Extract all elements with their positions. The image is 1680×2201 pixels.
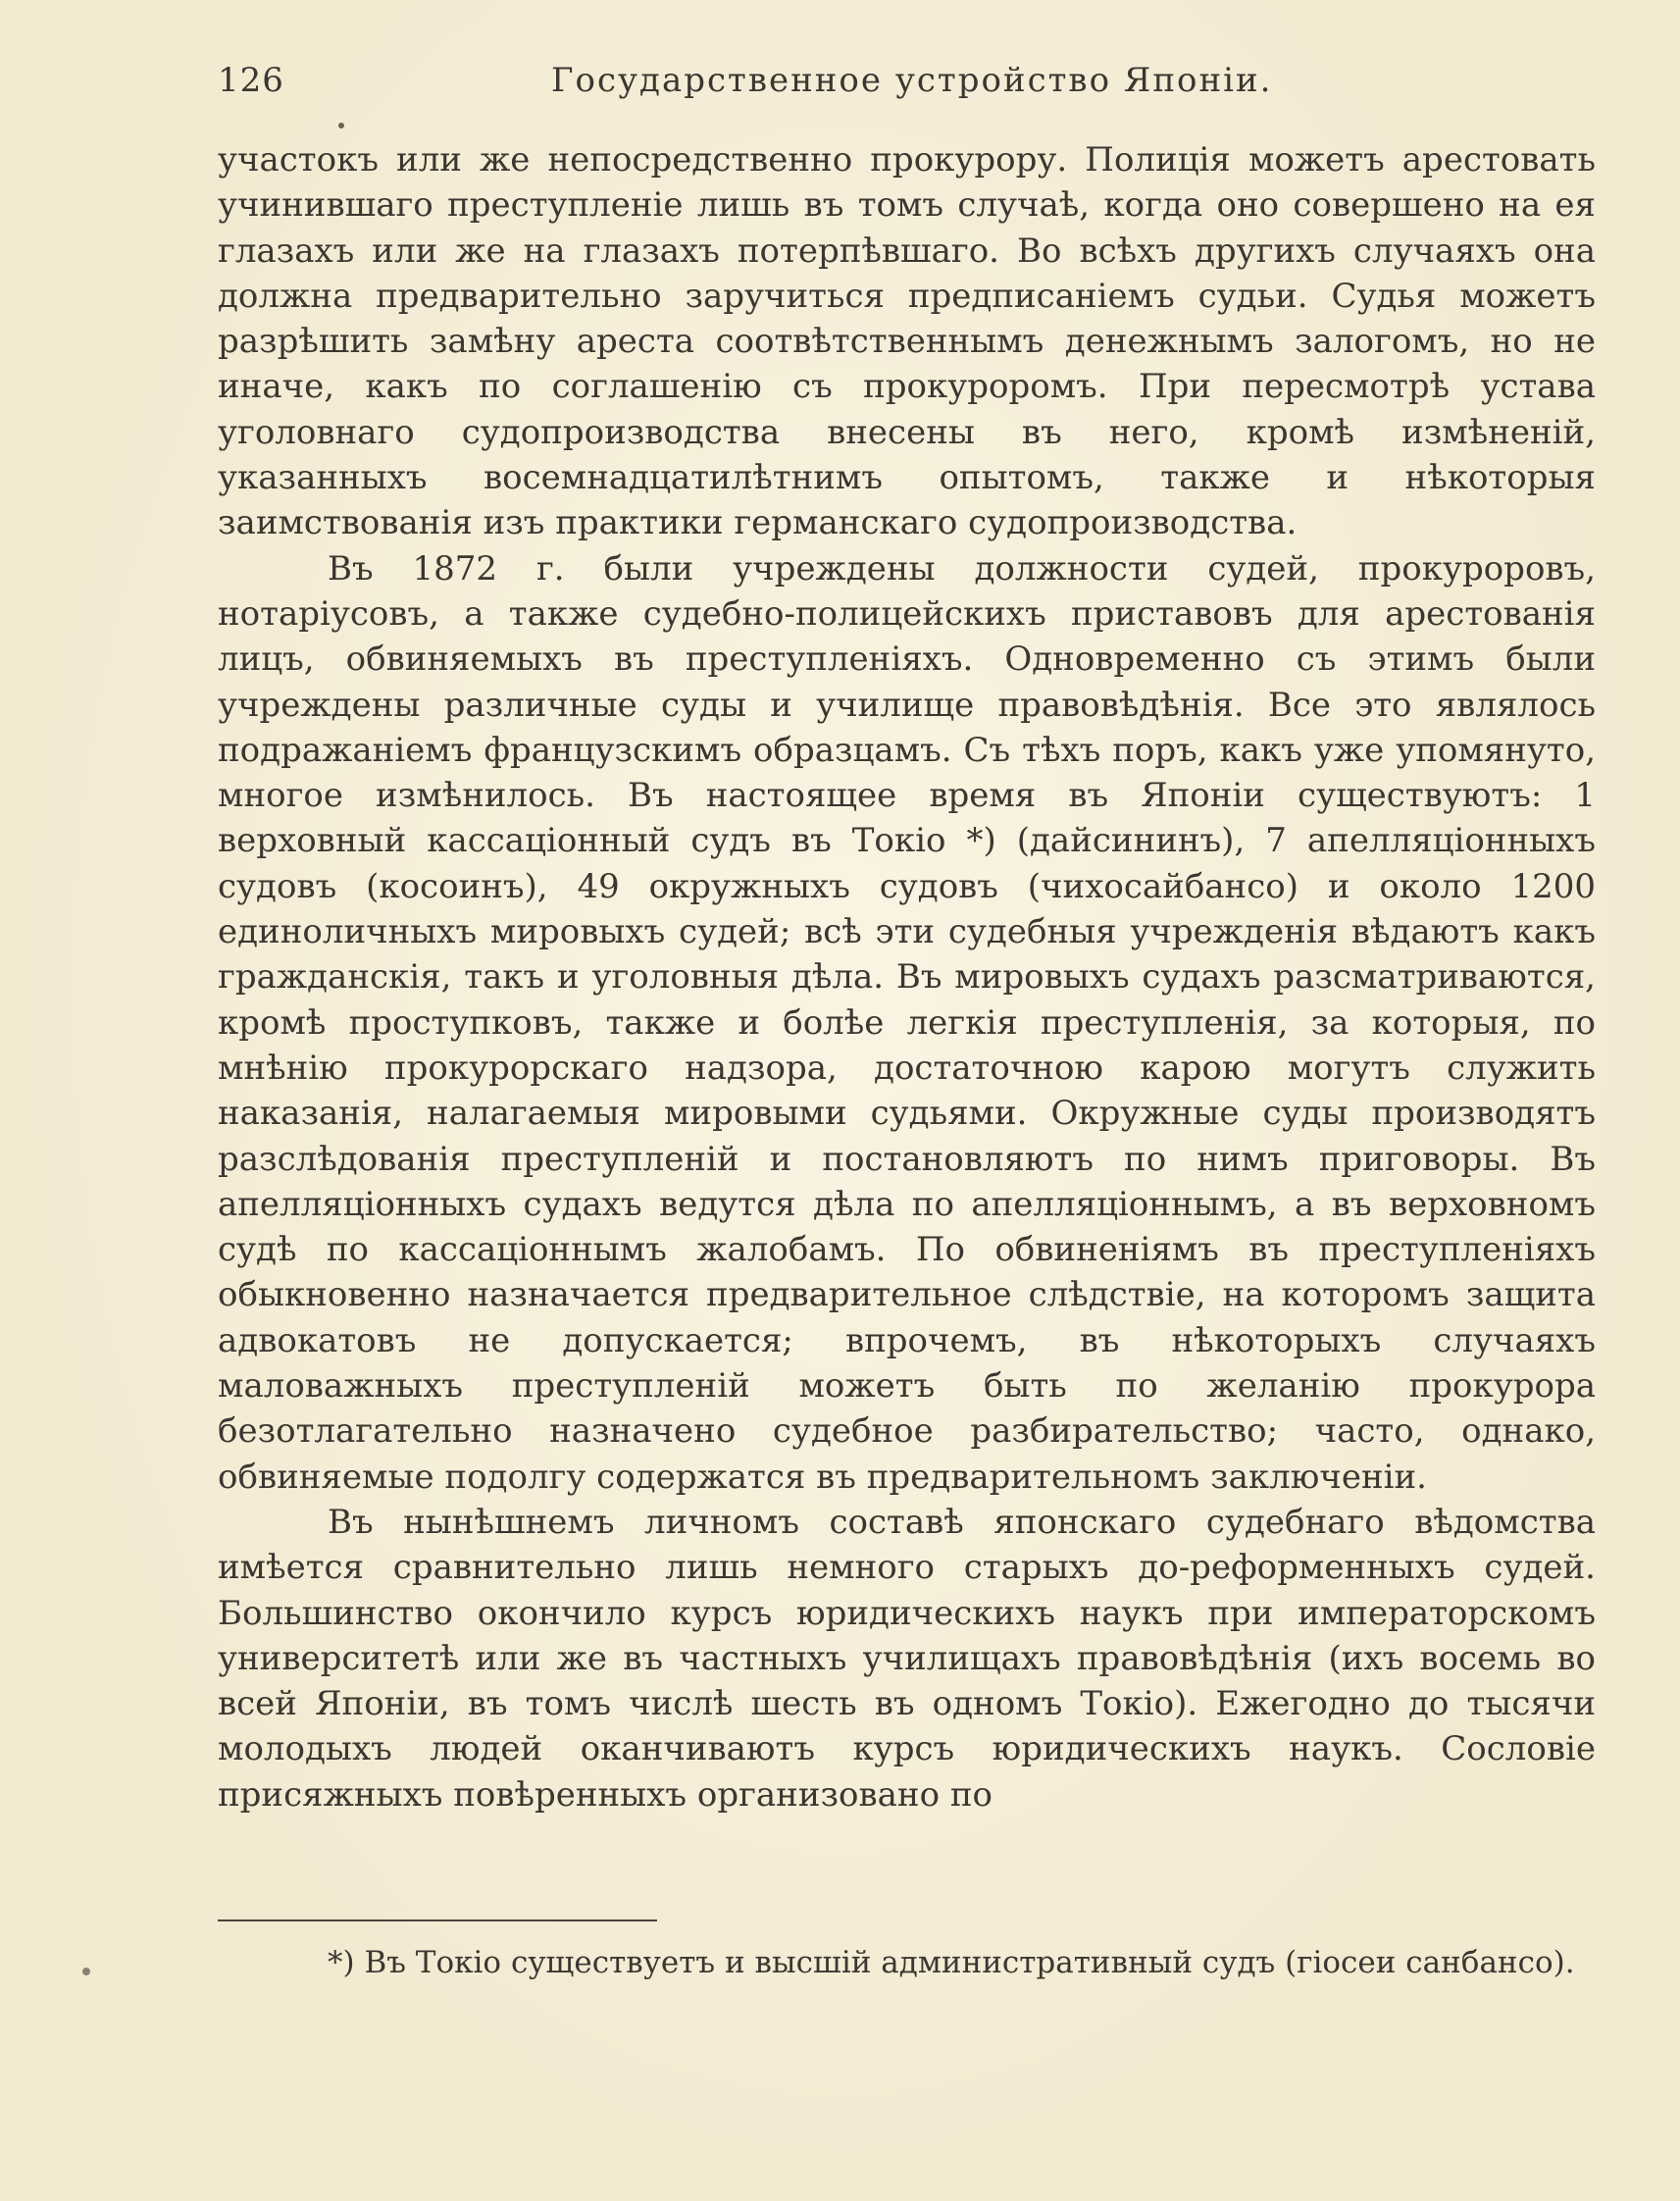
page-number: 126: [218, 61, 284, 100]
running-head: [218, 61, 1610, 110]
running-title: Государственное устройство Японіи.: [551, 61, 1273, 100]
footnote: *) Въ Токіо существуетъ и высшій административный судъ (гіосеи санбансо).: [328, 1945, 1575, 1980]
paragraph: Въ нынѣшнемъ личномъ составѣ японскаго судебнаго вѣдомства имѣется сравнительно лишь немного старыхъ до-реформенныхъ судей. Большинство окончило курсъ юридическихъ наукъ при императорскомъ университетѣ или же въ частныхъ училищахъ правовѣдѣнія (ихъ восемь во всей Японіи, въ томъ числѣ шесть въ одномъ Токіо). Ежегодно до тысячи молодыхъ людей оканчиваютъ курсъ юридическихъ наукъ. Сословіе присяжныхъ повѣренныхъ организовано по: [218, 1502, 1596, 1815]
body-text: [218, 137, 1596, 1817]
paragraph-continued: участокъ или же непосредственно прокурору. Полиція можетъ арестовать учинившаго преступленіе лишь въ томъ случаѣ, когда оно совершено на ея глазахъ или же на глазахъ потерпѣвшаго. Во всѣхъ другихъ случаяхъ она должна предварительно заручиться предписаніемъ судьи. Судья можетъ разрѣшить замѣну ареста соотвѣтственнымъ денежнымъ залогомъ, но не иначе, какъ по соглашенію съ прокуроромъ. При пересмотрѣ устава уголовнаго судопроизводства внесены въ него, кромѣ измѣненій, указанныхъ восемнадцатилѣтнимъ опытомъ, также и нѣкоторыя заимствованія изъ практики германскаго судопроизводства.: [218, 140, 1596, 543]
paragraph: Въ 1872 г. были учреждены должности судей, прокуроровъ, нотаріусовъ, а также судебно-полицейскихъ приставовъ для арестованія лицъ, обвиняемыхъ въ преступленіяхъ. Одновременно съ этимъ были учреждены различные суды и училище правовѣдѣнія. Все это являлось подражаніемъ французскимъ образцамъ. Съ тѣхъ поръ, какъ уже упомянуто, многое измѣнилось. Въ настоящее время въ Японіи существуютъ: 1 верховный кассаціонный судъ въ Токіо *) (дайсининъ), 7 апелляціонныхъ судовъ (косоинъ), 49 окружныхъ судовъ (чихосайбансо) и около 1200 единоличныхъ мировыхъ судей; всѣ эти судебныя учрежденія вѣдаютъ какъ гражданскія, такъ и уголовныя дѣла. Въ мировыхъ судахъ разсматриваются, кромѣ проступковъ, также и болѣе легкія преступленія, за которыя, по мнѣнію прокурорскаго надзора, достаточною карою могутъ служить наказанія, налагаемыя мировыми судьями. Окружные суды производятъ разслѣдованія преступленій и постановляютъ по нимъ приговоры. Въ апелляціонныхъ судахъ ведутся дѣла по апелляціоннымъ, а въ верховномъ судѣ по кассаціоннымъ жалобамъ. По обвиненіямъ въ преступленіяхъ обыкновенно назначается предварительное слѣдствіе, на которомъ защита адвокатовъ не допускается; впрочемъ, въ нѣкоторыхъ случаяхъ маловажныхъ преступленій можетъ быть по желанію прокурора безотлагательно назначено судебное разбирательство; часто, однако, обвиняемые подолгу содержатся въ предварительномъ заключеніи.: [218, 548, 1596, 1497]
footnote-divider: [218, 1919, 657, 1921]
